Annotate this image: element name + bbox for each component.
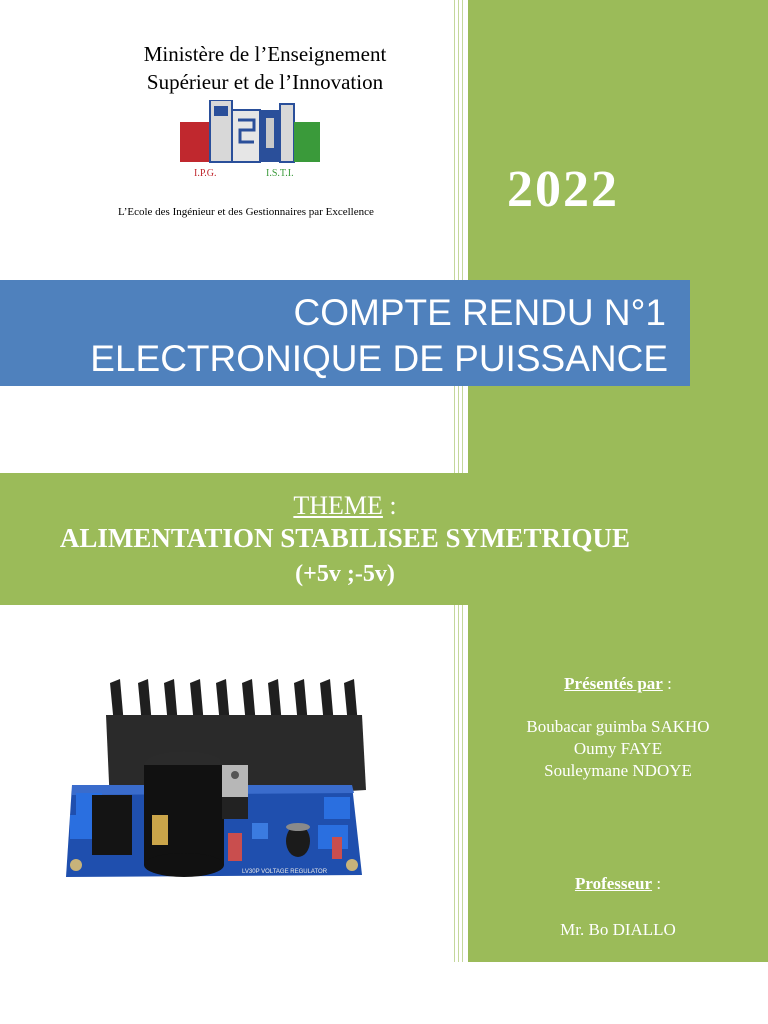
presented-by [468,674,768,694]
logo-right-text: I.S.T.I. [266,168,294,179]
report-year: 2022 [507,161,619,218]
author-name: Boubacar guimba SAKHO [526,717,710,736]
title-banner [0,280,690,386]
theme-separator: : [382,491,397,520]
professor-heading [468,874,768,894]
author-list [468,716,768,782]
presented-label: Présentés par [564,674,663,693]
ministry-name [100,40,430,96]
logo-left-text: I.P.G. [194,168,217,179]
board-label: LV30P VOLTAGE REGULATOR [242,869,328,875]
author-name: Souleymane NDOYE [544,761,692,780]
school-logo [180,100,320,182]
presented-separator: : [662,674,672,693]
course-title: ELECTRONIQUE DE PUISSANCE [90,338,668,379]
professor-label: Professeur [574,874,653,893]
professor-name: Mr. Bo DIALLO [560,920,676,939]
theme-label-row [0,491,690,521]
ministry-line-2: Supérieur et de l’Innovation [146,70,384,94]
theme-banner [0,473,768,605]
ministry-line-1: Ministère de l’Enseignement [143,42,387,66]
professor-separator: : [652,874,662,893]
theme-title: ALIMENTATION STABILISEE SYMETRIQUE [59,523,631,553]
school-tagline: L’Ecole des Ingénieur et des Gestionnaires par Excellence [118,206,374,218]
theme-label: THEME [293,491,383,520]
regulator-board-photo [62,665,372,895]
theme-subtitle: (+5v ;-5v) [295,561,395,587]
author-name: Oumy FAYE [573,739,663,758]
report-title: COMPTE RENDU N°1 [293,292,666,333]
